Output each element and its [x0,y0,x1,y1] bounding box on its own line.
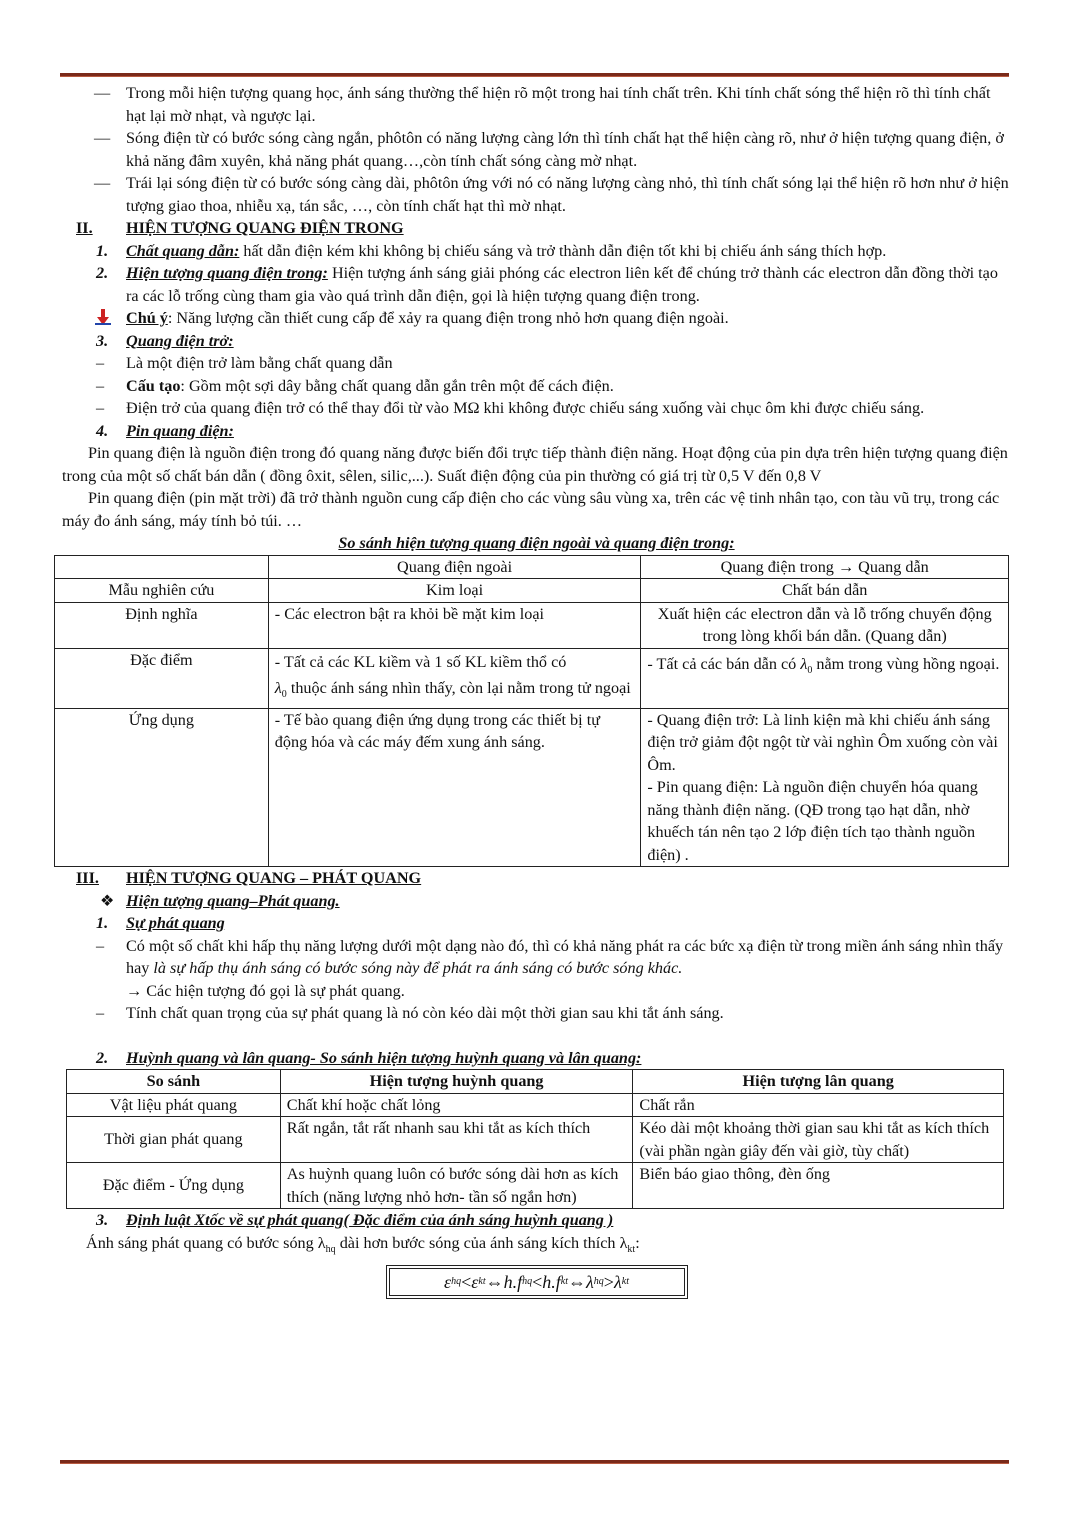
stokes-formula: ε hq < ε kt ⇔ h.f hq < h.f kt ⇔ λ hq > λ kt [386,1265,688,1299]
pin-paragraph-1: Pin quang điện là nguồn điện trong đó quang năng được biến đổi trực tiếp thành điện năng. Hoạt động của pin dựa trên hiện tượng quang điện trong của một số chất bán dẫn ( đồng ôxit, sêlen, silic,...). Suất điện động của pin thường có giá trị từ 0,5 V đến 0,8 V [62,444,1008,485]
sec3-line-1: – Có một số chất khi hấp thụ năng lượng dưới một dạng nào đó, thì có khả năng phát ra các bức xạ điện từ trong miền ánh sáng nhìn thấy hay là sự hấp thụ ánh sáng có bước sóng này để phát ra ánh sáng có bước sóng khác. → Các hiện tượng đó gọi là sự phát quang. [96,936,1004,1000]
sec3-item-3: 3. Định luật Xtốc về sự phát quang( Đặc điểm của ánh sáng huỳnh quang ) [96,1211,614,1230]
intro-line-3: — Trái lại sóng điện từ có bước sóng càng dài, phôtôn ứng với nó có năng lượng càng nhỏ, thì tính chất sóng lại thể hiện rõ hơn như ở hiện tượng giao thoa, nhiễu xạ, tán sắc, …, còn tính chất hạt thì mờ nhạt. [94,174,1009,215]
stokes-law-text: Ánh sáng phát quang có bước sóng $\lambda_{hq}$ dài hơn bước sóng của ánh sáng kích thích $\lambda_{kt}$: [86,1233,640,1255]
table-row: Đặc điểm - Ứng dụng As huỳnh quang luôn có bước sóng dài hơn as kích thích (năng lượng nhỏ hơn- tần số ngắn hơn) Biển báo giao thông, đèn ống [67,1163,1004,1209]
section-2-heading: II. HIỆN TƯỢNG QUANG ĐIỆN TRONG [76,219,404,237]
table-row: Thời gian phát quang Rất ngắn, tắt rất nhanh sau khi tắt as kích thích Kéo dài một khoảng thời gian sau khi tắt as kích thích (vài phần ngàn giây đến vài giờ, tùy chất) [67,1117,1004,1163]
pin-paragraph-2: Pin quang điện (pin mặt trời) đã trở thành nguồn cung cấp điện cho các vùng sâu vùng xa, trên các vệ tinh nhân tạo, con tàu vũ trụ, trong các máy đo ánh sáng, máy tính bỏ túi. … [62,489,1000,530]
table-row: Định nghĩa - Các electron bật ra khỏi bề mặt kim loại Xuất hiện các electron dẫn và lỗ trống chuyển động trong lòng khối bán dẫn. (Quang dẫn) [55,602,1009,648]
sec2-item-1: 1. Chất quang dẫn: hất dẫn điện kém khi không bị chiếu sáng và trở thành dẫn điện tốt khi bị chiếu ánh sáng thích hợp. [96,241,887,260]
sec3-star-item: ❖ Hiện tượng quang–Phát quang. [62,890,1011,913]
sec3-item-1: 1. Sự phát quang [96,914,225,933]
content [62,82,1011,1299]
sec3-line-2: – Tính chất quan trọng của sự phát quang là nó còn kéo dài một thời gian sau khi tắt ánh sáng. [96,1004,724,1023]
table-row: Vật liệu phát quang Chất khí hoặc chất lỏng Chất rắn [67,1093,1004,1117]
intro-line-1: — Trong mỗi hiện tượng quang học, ánh sáng thường thể hiện rõ một trong hai tính chất trên. Khi tính chất sóng thể hiện rõ thì tính chất hạt lại mờ nhạt, và ngược lại. [94,84,991,125]
term-quang-dien-trong: Hiện tượng quang điện trong: [126,264,328,282]
sec2-note: Chú ý: Năng lượng cần thiết cung cấp để xảy ra quang điện trong nhỏ hơn quang điện ngoài. [62,307,1011,330]
arrow-down-icon [94,308,112,326]
table-row: Ứng dụng - Tế bào quang điện ứng dụng trong các thiết bị tự động hóa và các máy đếm xung ánh sáng. - Quang điện trở: Là linh kiện mà khi chiếu ánh sáng điện trở giảm đột ngột từ vài nghìn Ôm xuống còn vài Ôm. - Pin quang điện: Là nguồn điện chuyển hóa quang năng thành điện năng. (QĐ trong tạo hạt dẫn, nhờ khuếch tán nên tạo 2 lớp điện tích tạo thành nguồn điện) . [55,708,1009,867]
table-row: Đặc điểm - Tất cả các KL kiềm và 1 số KL kiềm thổ có $\lambda_0$ thuộc ánh sáng nhìn thấy, còn lại nằm trong tử ngoại - Tất cả các bán dẫn có $\lambda_0$ nằm trong vùng hồng ngoại. [55,648,1009,708]
intro-line-2: — Sóng điện từ có bước sóng càng ngắn, phôtôn có năng lượng càng lớn thì tính chất hạt thể hiện càng rõ, như ở hiện tượng quang điện, ở khả năng đâm xuyên, khả năng phát quang…,còn tính chất sóng càng mờ nhạt. [94,129,1004,170]
sec2-item3-line-2: – Cấu tạo: Gồm một sợi dây bằng chất quang dẫn gắn trên một đế cách điện. [96,376,614,395]
table1-caption: So sánh hiện tượng quang điện ngoài và quang điện trong: [338,534,735,552]
table-row: Quang điện ngoài Quang điện trong → Quang dẫn [55,555,1009,579]
sec2-item-2: 2. Hiện tượng quang điện trong: Hiện tượng ánh sáng giải phóng các electron liên kết để chúng trở thành các electron dẫn đồng thời tạo ra các lỗ trống cùng tham gia vào quá trình dẫn điện, gọi là hiện tượng quang điện trong. [96,264,998,305]
section-3-heading: III. HIỆN TƯỢNG QUANG – PHÁT QUANG [76,869,422,888]
sec2-item-4: 4. Pin quang điện: [96,421,234,440]
sec2-item3-line-3: – Điện trở của quang điện trở có thể thay đổi từ vào MΩ khi không được chiếu sáng xuống vài chục ôm khi được chiếu sáng. [96,399,925,417]
comparison-table-photoelectric [54,555,1009,868]
top-rule [60,73,1009,77]
table-row: So sánh Hiện tượng huỳnh quang Hiện tượng lân quang [67,1070,1004,1094]
diamond-bullet-icon: ❖ [100,891,115,910]
table-row: Mẫu nghiên cứu Kim loại Chất bán dẫn [55,579,1009,603]
sec2-item-3: 3. Quang điện trở: [96,331,234,350]
comparison-table-luminescence [66,1069,1004,1209]
sec3-item-2: 2. Huỳnh quang và lân quang- So sánh hiện tượng huỳnh quang và lân quang: [96,1048,642,1067]
bottom-rule [60,1460,1009,1464]
sec2-item3-line-1: – Là một điện trở làm bằng chất quang dẫn [96,354,393,372]
term-chat-quang-dan: Chất quang dẫn: [126,241,240,260]
